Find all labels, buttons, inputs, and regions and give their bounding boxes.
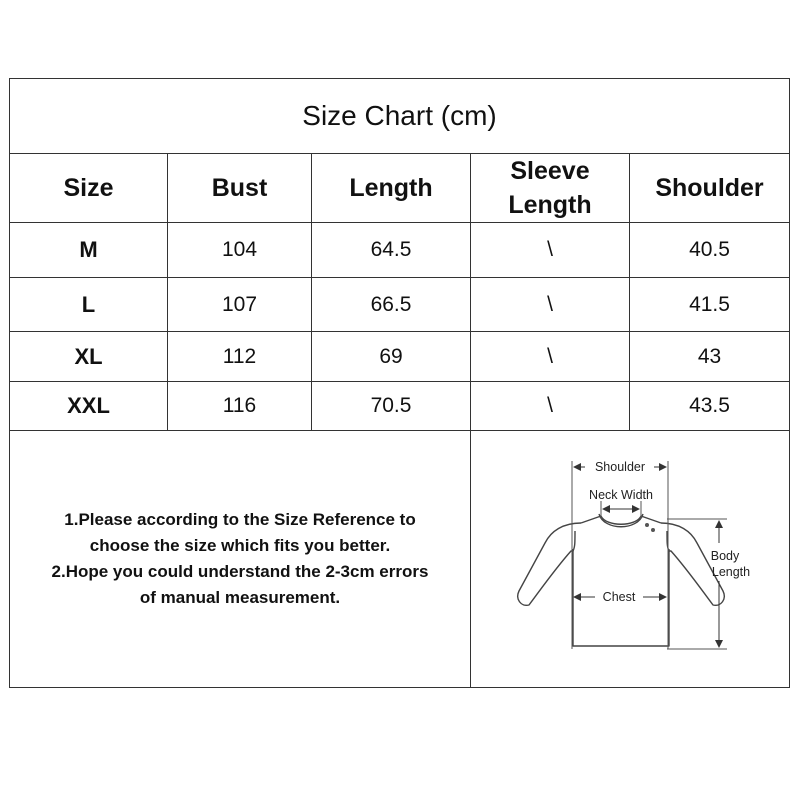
table-cell-shoulder: 40.5 xyxy=(689,238,730,261)
table-row-size: XXL xyxy=(67,393,110,418)
body-length-label-1: Body xyxy=(710,549,740,563)
header-length: Length xyxy=(349,174,433,202)
header-bust: Bust xyxy=(211,174,268,202)
notes-panel xyxy=(9,431,471,687)
table-cell-bust: 112 xyxy=(222,344,257,368)
table-cell-sleeve: \ xyxy=(547,344,553,368)
table-cell-bust: 107 xyxy=(221,292,258,316)
table-cell-shoulder: 43 xyxy=(697,344,722,368)
table-cell-shoulder: 41.5 xyxy=(689,292,730,316)
measurement-diagram xyxy=(471,431,790,687)
header-size: Size xyxy=(63,174,114,202)
shoulder-label: Shoulder xyxy=(594,460,646,474)
header-sleeve-length: Sleeve Length xyxy=(508,157,592,219)
sweater-illustration xyxy=(471,431,790,687)
note-line: choose the size which fits you better. xyxy=(89,536,391,555)
table-cell-sleeve: \ xyxy=(547,238,553,261)
chest-label: Chest xyxy=(602,590,636,604)
table-cell-length: 69 xyxy=(379,344,403,368)
table-cell-length: 66.5 xyxy=(370,292,412,316)
page-title: Size Chart (cm) xyxy=(302,100,497,131)
table-row-size: L xyxy=(81,291,96,317)
sweater-outline xyxy=(518,514,725,646)
table-cell-bust: 104 xyxy=(221,238,258,261)
note-line: 1.Please according to the Size Reference to xyxy=(64,510,416,529)
table-cell-length: 70.5 xyxy=(370,394,412,417)
neck-width-label: Neck Width xyxy=(589,488,653,502)
table-cell-sleeve: \ xyxy=(547,292,553,316)
table-cell-length: 64.5 xyxy=(370,238,412,261)
note-line: of manual measurement. xyxy=(139,588,341,607)
table-cell-shoulder: 43.5 xyxy=(689,394,730,417)
table-row-size: XL xyxy=(74,343,103,369)
body-length-label-2: Length xyxy=(711,565,751,579)
table-cell-sleeve: \ xyxy=(547,394,553,417)
table-row-size: M xyxy=(79,237,98,262)
note-line: 2.Hope you could understand the 2-3cm errors xyxy=(51,562,429,581)
header-shoulder: Shoulder xyxy=(655,174,764,202)
table-cell-bust: 116 xyxy=(222,394,257,417)
